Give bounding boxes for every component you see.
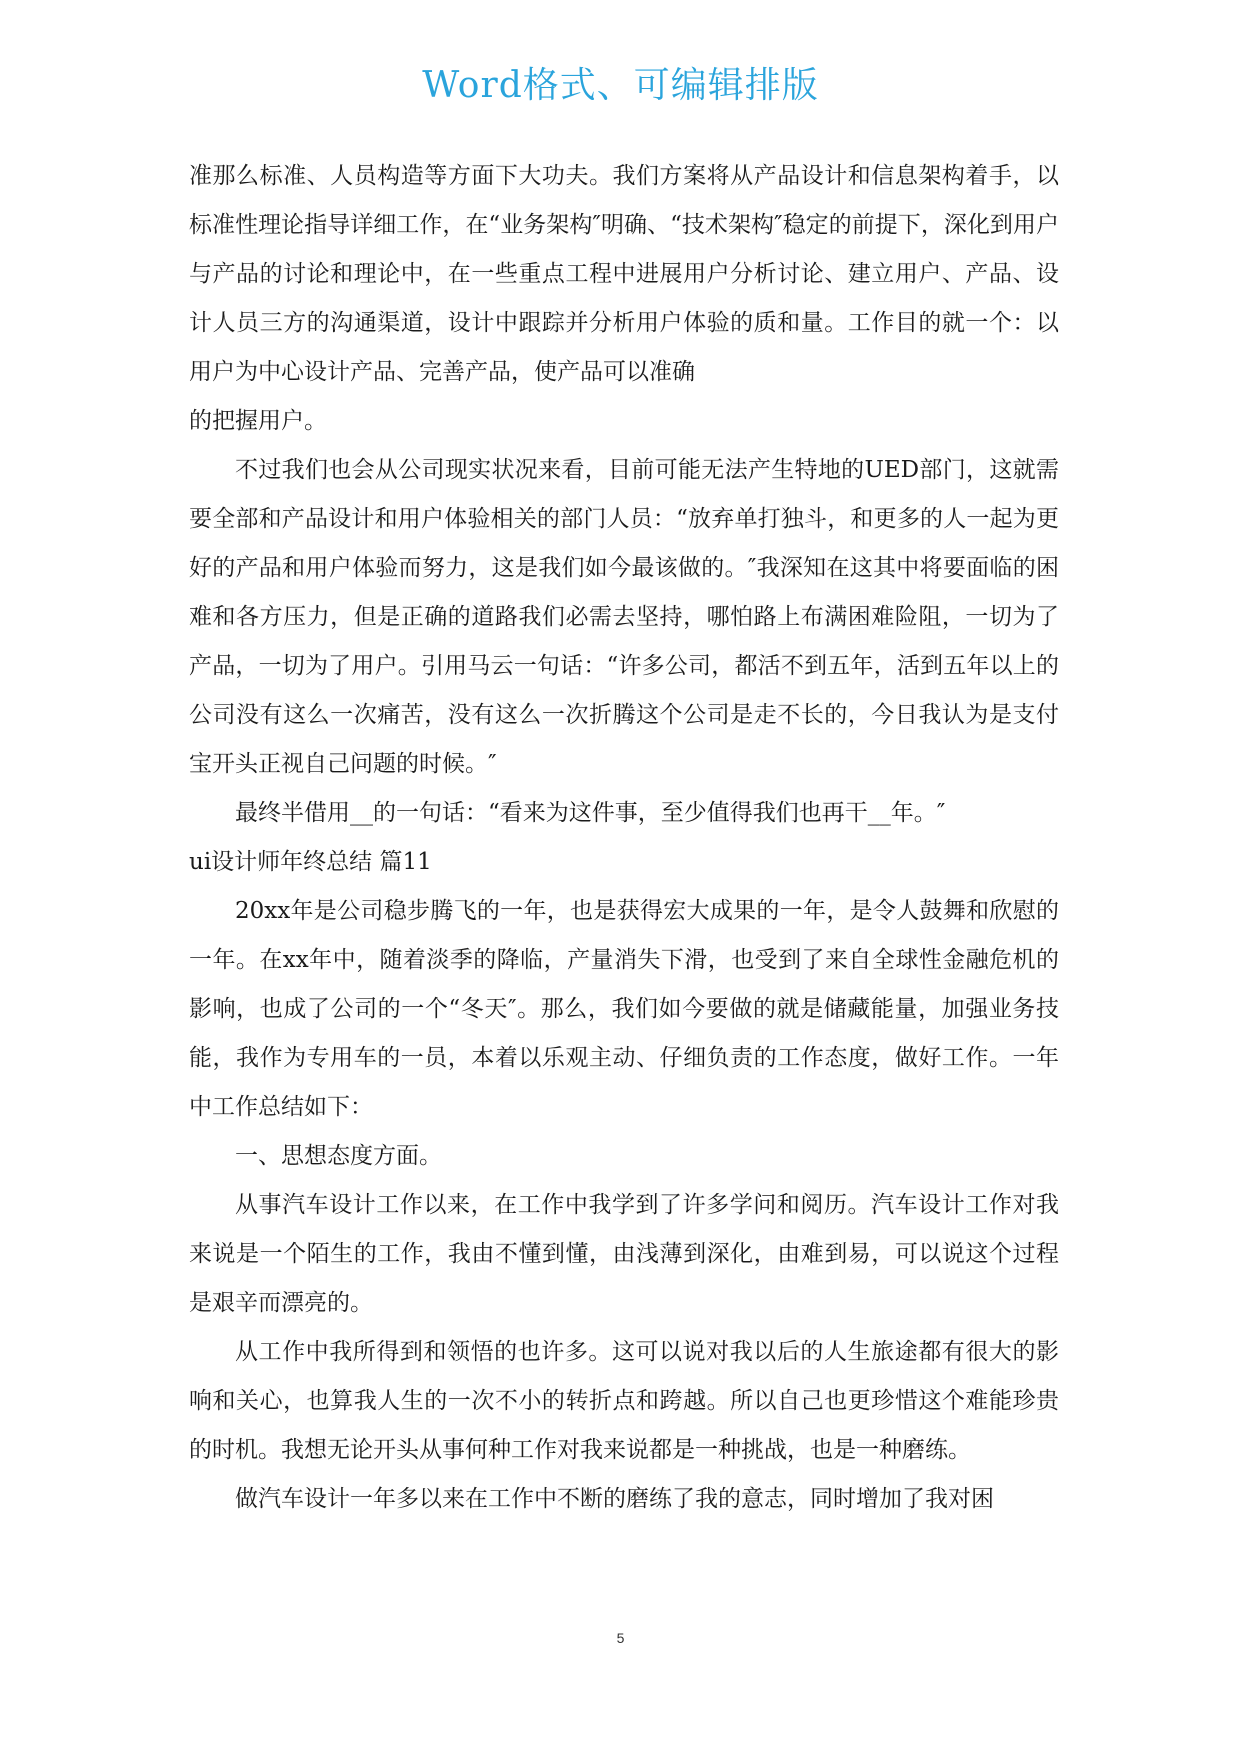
document-body — [189, 152, 1059, 1524]
paragraph-4: 最终半借用__的一句话：“看来为这件事，至少值得我们也再干__年。″ — [235, 800, 946, 826]
section-heading: ui设计师年终总结 篇11 — [189, 849, 432, 875]
paragraph-7: 从工作中我所得到和领悟的也许多。这可以说对我以后的人生旅途都有很大的影响和关心，也算我人生的一次不小的转折点和跨越。所以自己也更珍惜这个难能珍贵的时机。我想无论开头从事何种工作对我来说都是一种挑战，也是一种磨练。 — [189, 1339, 1059, 1463]
paragraph-3: 不过我们也会从公司现实状况来看，目前可能无法产生特地的UED部门，这就需要全部和产品设计和用户体验相关的部门人员：“放弃单打独斗，和更多的人一起为更好的产品和用户体验而努力，这是我们如今最该做的。″我深知在这其中将要面临的困难和各方压力，但是正确的道路我们必需去坚持，哪怕路上布满困难险阻，一切为了产品，一切为了用户。引用马云一句话：“许多公司，都活不到五年，活到五年以上的公司没有这么一次痛苦，没有这么一次折腾这个公司是走不长的，今日我认为是支付宝开头正视自己问题的时候。″ — [189, 457, 1059, 777]
paragraph-6: 从事汽车设计工作以来，在工作中我学到了许多学问和阅历。汽车设计工作对我来说是一个陌生的工作，我由不懂到懂，由浅薄到深化，由难到易，可以说这个过程是艰辛而漂亮的。 — [189, 1192, 1059, 1316]
page-number: 5 — [616, 1630, 625, 1646]
paragraph-2: 的把握用户。 — [189, 408, 327, 434]
paragraph-5: 20xx年是公司稳步腾飞的一年，也是获得宏大成果的一年，是令人鼓舞和欣慰的一年。在xx年中，随着淡季的降临，产量消失下滑，也受到了来自全球性金融危机的影响，也成了公司的一个“冬天″。那么，我们如今要做的就是储藏能量，加强业务技能，我作为专用车的一员，本着以乐观主动、仔细负责的工作态度，做好工作。一年中工作总结如下： — [189, 898, 1059, 1120]
paragraph-1: 准那么标准、人员构造等方面下大功夫。我们方案将从产品设计和信息架构着手，以标准性理论指导详细工作，在“业务架构″明确、“技术架构″稳定的前提下，深化到用户与产品的讨论和理论中，在一些重点工程中进展用户分析讨论、建立用户、产品、设计人员三方的沟通渠道，设计中跟踪并分析用户体验的质和量。工作目的就一个：以用户为中心设计产品、完善产品，使产品可以准确 — [189, 163, 1059, 385]
page-header-title: Word格式、可编辑排版 — [422, 65, 819, 106]
paragraph-8: 做汽车设计一年多以来在工作中不断的磨练了我的意志，同时增加了我对困 — [235, 1486, 994, 1512]
subheading-thought-attitude: 一、思想态度方面。 — [235, 1143, 442, 1169]
